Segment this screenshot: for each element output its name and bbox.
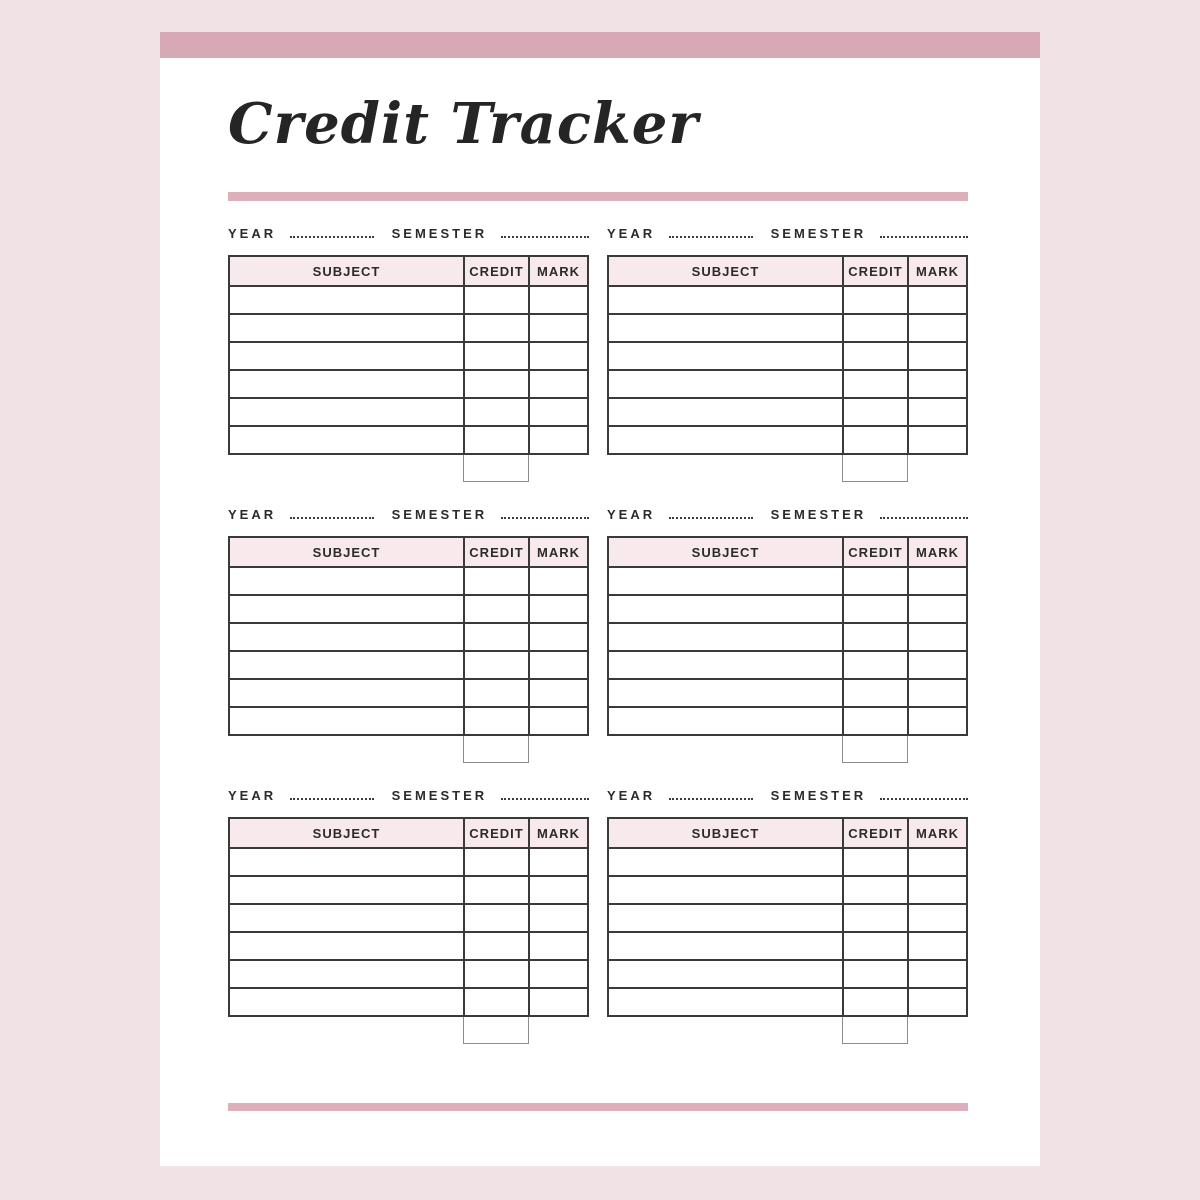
mark-header: MARK (529, 818, 588, 848)
credit-cell[interactable] (843, 876, 908, 904)
mark-cell[interactable] (529, 876, 588, 904)
mark-cell[interactable] (529, 342, 588, 370)
semester-label: SEMESTER (391, 226, 488, 241)
subject-cell[interactable] (608, 398, 843, 426)
credit-cell[interactable] (464, 651, 529, 679)
subject-cell[interactable] (608, 988, 843, 1016)
credit-cell[interactable] (843, 595, 908, 623)
credit-total-box[interactable] (842, 455, 908, 482)
semester-label: SEMESTER (770, 507, 867, 522)
table-row (229, 370, 588, 398)
subject-header: SUBJECT (229, 818, 464, 848)
credit-table (228, 255, 589, 455)
subject-header: SUBJECT (229, 256, 464, 286)
mark-header: MARK (529, 537, 588, 567)
credit-cell[interactable] (464, 342, 529, 370)
subject-cell[interactable] (229, 595, 464, 623)
table-header-row (229, 818, 588, 848)
credit-cell[interactable] (843, 932, 908, 960)
year-semester-row (607, 506, 968, 522)
credit-cell[interactable] (843, 426, 908, 454)
bottom-divider (228, 1103, 968, 1111)
mark-cell[interactable] (529, 932, 588, 960)
table-row (229, 679, 588, 707)
credit-table (228, 817, 589, 1017)
year-label: YEAR (607, 788, 656, 803)
mark-cell[interactable] (908, 567, 967, 595)
mark-cell[interactable] (908, 595, 967, 623)
table-row (229, 595, 588, 623)
mark-cell[interactable] (529, 595, 588, 623)
semester-input-line[interactable] (501, 234, 589, 238)
semester-label: SEMESTER (770, 226, 867, 241)
tracker-section (228, 225, 589, 482)
mark-cell[interactable] (908, 623, 967, 651)
credit-table (607, 536, 968, 736)
credit-table (228, 536, 589, 736)
subject-cell[interactable] (608, 623, 843, 651)
total-row (228, 1017, 589, 1044)
semester-input-line[interactable] (880, 796, 968, 800)
mark-cell[interactable] (908, 286, 967, 314)
table-row (608, 679, 967, 707)
table-row (608, 426, 967, 454)
table-row (229, 398, 588, 426)
credit-cell[interactable] (843, 286, 908, 314)
year-label: YEAR (228, 507, 277, 522)
subject-cell[interactable] (229, 651, 464, 679)
mark-cell[interactable] (908, 651, 967, 679)
subject-cell[interactable] (229, 960, 464, 988)
subject-cell[interactable] (608, 932, 843, 960)
table-row (229, 960, 588, 988)
subject-cell[interactable] (608, 286, 843, 314)
table-row (229, 904, 588, 932)
subject-cell[interactable] (229, 370, 464, 398)
year-semester-row (228, 506, 589, 522)
year-label: YEAR (607, 507, 656, 522)
mark-cell[interactable] (908, 960, 967, 988)
credit-cell[interactable] (843, 651, 908, 679)
semester-input-line[interactable] (880, 234, 968, 238)
subject-header: SUBJECT (229, 537, 464, 567)
page-title: Credit Tracker (228, 91, 699, 157)
table-row (608, 876, 967, 904)
table-header-row (608, 537, 967, 567)
credit-header: CREDIT (464, 537, 529, 567)
subject-cell[interactable] (608, 426, 843, 454)
mark-cell[interactable] (908, 426, 967, 454)
subject-cell[interactable] (229, 876, 464, 904)
credit-total-box[interactable] (842, 736, 908, 763)
semester-input-line[interactable] (880, 515, 968, 519)
year-label: YEAR (228, 788, 277, 803)
year-input-line[interactable] (669, 234, 752, 238)
subject-cell[interactable] (229, 567, 464, 595)
credit-cell[interactable] (464, 370, 529, 398)
mark-cell[interactable] (908, 398, 967, 426)
table-row (608, 567, 967, 595)
tracker-section (228, 787, 589, 1044)
subject-cell[interactable] (229, 286, 464, 314)
table-row (229, 286, 588, 314)
subject-cell[interactable] (229, 398, 464, 426)
year-input-line[interactable] (290, 515, 373, 519)
table-row (229, 848, 588, 876)
credit-cell[interactable] (843, 567, 908, 595)
credit-cell[interactable] (843, 904, 908, 932)
table-row (608, 623, 967, 651)
table-row (608, 904, 967, 932)
subject-cell[interactable] (608, 370, 843, 398)
subject-cell[interactable] (229, 314, 464, 342)
table-row (229, 876, 588, 904)
year-semester-row (228, 225, 589, 241)
year-input-line[interactable] (290, 796, 373, 800)
mark-cell[interactable] (529, 679, 588, 707)
credit-cell[interactable] (843, 398, 908, 426)
table-row (608, 932, 967, 960)
mark-cell[interactable] (908, 314, 967, 342)
table-row (229, 932, 588, 960)
year-semester-row (607, 225, 968, 241)
mark-cell[interactable] (908, 932, 967, 960)
credit-cell[interactable] (843, 314, 908, 342)
semester-input-line[interactable] (501, 796, 589, 800)
credit-total-box[interactable] (463, 455, 529, 482)
top-accent-bar (160, 32, 1040, 58)
table-row (229, 567, 588, 595)
mark-cell[interactable] (529, 286, 588, 314)
table-row (229, 707, 588, 735)
subject-cell[interactable] (229, 623, 464, 651)
subject-cell[interactable] (608, 679, 843, 707)
table-header-row (608, 818, 967, 848)
mark-cell[interactable] (908, 342, 967, 370)
semester-label: SEMESTER (770, 788, 867, 803)
credit-cell[interactable] (843, 342, 908, 370)
mark-cell[interactable] (529, 707, 588, 735)
subject-cell[interactable] (608, 876, 843, 904)
table-row (608, 960, 967, 988)
mark-cell[interactable] (529, 567, 588, 595)
credit-cell[interactable] (843, 370, 908, 398)
table-row (229, 651, 588, 679)
subject-header: SUBJECT (608, 256, 843, 286)
mark-cell[interactable] (529, 398, 588, 426)
subject-cell[interactable] (229, 342, 464, 370)
subject-cell[interactable] (229, 707, 464, 735)
table-row (229, 623, 588, 651)
credit-cell[interactable] (464, 286, 529, 314)
credit-table (607, 255, 968, 455)
table-row (608, 370, 967, 398)
total-row (607, 736, 968, 763)
subject-cell[interactable] (229, 988, 464, 1016)
table-row (229, 342, 588, 370)
subject-cell[interactable] (608, 848, 843, 876)
subject-cell[interactable] (229, 679, 464, 707)
total-row (228, 455, 589, 482)
credit-cell[interactable] (464, 876, 529, 904)
credit-header: CREDIT (843, 256, 908, 286)
subject-cell[interactable] (608, 707, 843, 735)
year-input-line[interactable] (290, 234, 373, 238)
subject-header: SUBJECT (608, 818, 843, 848)
credit-header: CREDIT (464, 256, 529, 286)
subject-cell[interactable] (608, 960, 843, 988)
tracker-section (228, 506, 589, 763)
tracker-section (607, 225, 968, 482)
mark-cell[interactable] (529, 314, 588, 342)
table-row (608, 595, 967, 623)
top-divider (228, 192, 968, 201)
table-row (608, 651, 967, 679)
credit-cell[interactable] (464, 567, 529, 595)
credit-cell[interactable] (843, 679, 908, 707)
mark-header: MARK (908, 256, 967, 286)
table-row (608, 988, 967, 1016)
subject-cell[interactable] (229, 848, 464, 876)
table-row (608, 342, 967, 370)
mark-cell[interactable] (908, 876, 967, 904)
semester-input-line[interactable] (501, 515, 589, 519)
year-input-line[interactable] (669, 796, 752, 800)
mark-cell[interactable] (908, 679, 967, 707)
total-row (607, 455, 968, 482)
credit-cell[interactable] (464, 426, 529, 454)
subject-cell[interactable] (608, 904, 843, 932)
mark-cell[interactable] (908, 988, 967, 1016)
credit-cell[interactable] (464, 679, 529, 707)
tracker-grid (228, 225, 968, 1044)
subject-cell[interactable] (229, 426, 464, 454)
subject-cell[interactable] (608, 651, 843, 679)
credit-header: CREDIT (843, 537, 908, 567)
table-row (608, 848, 967, 876)
credit-total-box[interactable] (463, 1017, 529, 1044)
table-row (608, 314, 967, 342)
mark-cell[interactable] (529, 988, 588, 1016)
credit-cell[interactable] (464, 904, 529, 932)
credit-cell[interactable] (464, 960, 529, 988)
credit-cell[interactable] (843, 623, 908, 651)
year-input-line[interactable] (669, 515, 752, 519)
mark-cell[interactable] (529, 848, 588, 876)
tracker-section (607, 787, 968, 1044)
mark-cell[interactable] (529, 904, 588, 932)
subject-cell[interactable] (229, 904, 464, 932)
subject-cell[interactable] (608, 314, 843, 342)
mark-cell[interactable] (529, 623, 588, 651)
credit-header: CREDIT (843, 818, 908, 848)
year-semester-row (228, 787, 589, 803)
subject-cell[interactable] (608, 595, 843, 623)
subject-cell[interactable] (608, 567, 843, 595)
subject-cell[interactable] (608, 342, 843, 370)
credit-cell[interactable] (464, 623, 529, 651)
mark-cell[interactable] (908, 904, 967, 932)
mark-cell[interactable] (908, 707, 967, 735)
credit-cell[interactable] (464, 988, 529, 1016)
semester-label: SEMESTER (391, 507, 488, 522)
credit-cell[interactable] (464, 314, 529, 342)
credit-cell[interactable] (464, 848, 529, 876)
mark-cell[interactable] (529, 370, 588, 398)
credit-cell[interactable] (464, 707, 529, 735)
credit-total-box[interactable] (463, 736, 529, 763)
table-header-row (229, 537, 588, 567)
table-header-row (608, 256, 967, 286)
credit-cell[interactable] (464, 398, 529, 426)
table-row (608, 707, 967, 735)
mark-cell[interactable] (529, 426, 588, 454)
mark-cell[interactable] (529, 651, 588, 679)
year-label: YEAR (607, 226, 656, 241)
tracker-section (607, 506, 968, 763)
mark-cell[interactable] (529, 960, 588, 988)
mark-cell[interactable] (908, 848, 967, 876)
table-row (229, 988, 588, 1016)
credit-cell[interactable] (464, 932, 529, 960)
credit-header: CREDIT (464, 818, 529, 848)
credit-cell[interactable] (843, 960, 908, 988)
mark-cell[interactable] (908, 370, 967, 398)
table-row (229, 426, 588, 454)
year-label: YEAR (228, 226, 277, 241)
credit-cell[interactable] (843, 988, 908, 1016)
total-row (228, 736, 589, 763)
credit-cell[interactable] (843, 848, 908, 876)
semester-label: SEMESTER (391, 788, 488, 803)
table-row (608, 398, 967, 426)
subject-header: SUBJECT (608, 537, 843, 567)
credit-table (607, 817, 968, 1017)
mark-header: MARK (529, 256, 588, 286)
credit-cell[interactable] (843, 707, 908, 735)
year-semester-row (607, 787, 968, 803)
table-header-row (229, 256, 588, 286)
credit-total-box[interactable] (842, 1017, 908, 1044)
credit-cell[interactable] (464, 595, 529, 623)
table-row (608, 286, 967, 314)
table-row (229, 314, 588, 342)
mark-header: MARK (908, 537, 967, 567)
total-row (607, 1017, 968, 1044)
document-page (160, 32, 1040, 1166)
subject-cell[interactable] (229, 932, 464, 960)
mark-header: MARK (908, 818, 967, 848)
